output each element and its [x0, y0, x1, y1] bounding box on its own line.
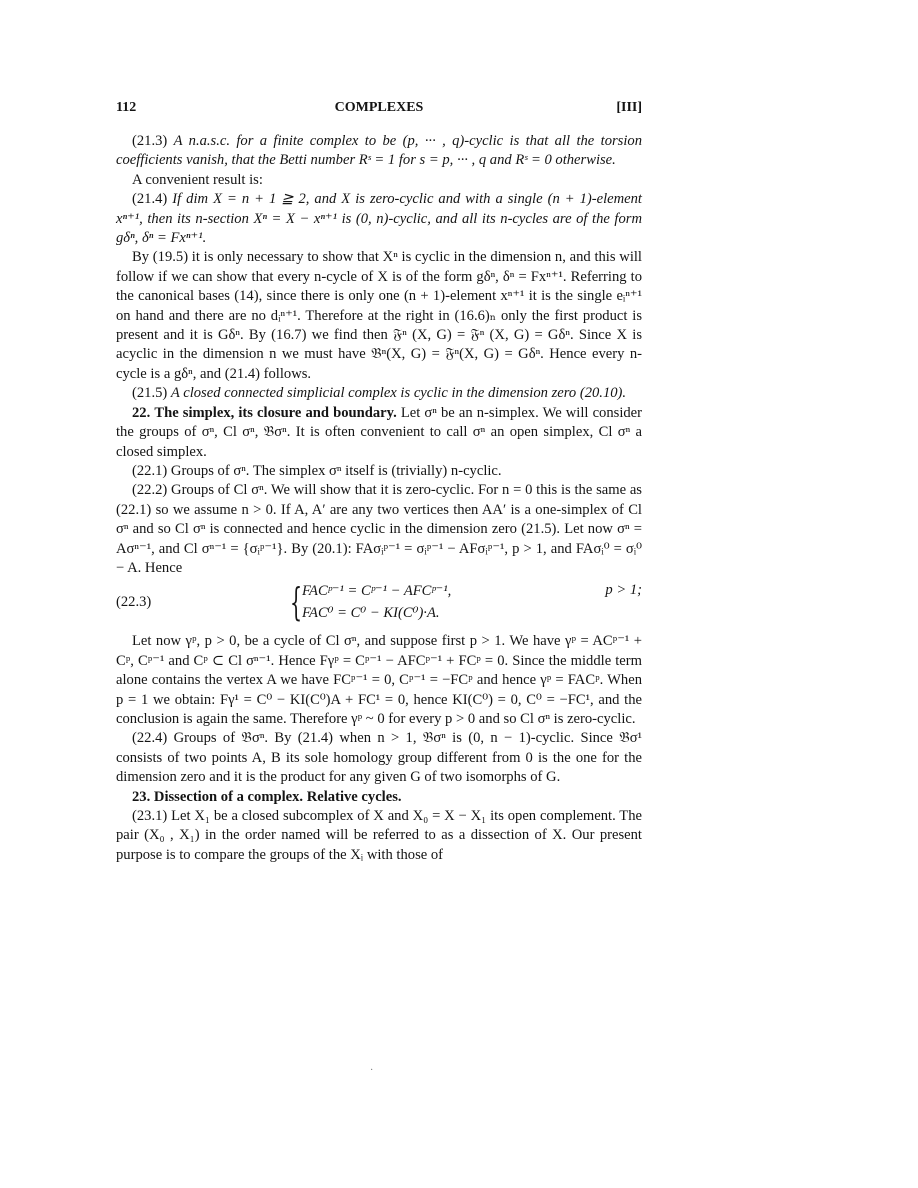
equation-line-1: FACᵖ⁻¹ = Cᵖ⁻¹ − AFCᵖ⁻¹,: [302, 583, 452, 600]
proof-paragraph: By (19.5) it is only necessary to show that Xⁿ is cyclic in the dimension n, and this will follow if we can show that every n-cycle of X is of the form gδⁿ, δⁿ = Fxⁿ⁺¹. Referring to the canonical bases (14), since there is only one (n + 1)-element xⁿ⁺¹ it is the single eᵢⁿ⁺¹ on hand and there are no dᵢⁿ⁺¹. Therefore at the right in (16.6)ₙ only the first product is present and it is Gδⁿ. By (16.7) we find then 𝔉ⁿ (X, G) = 𝔉ⁿ (X, G) = Gδⁿ. Since X is acyclic in the dimension n we must have 𝔅ⁿ(X, G) = 𝔉ⁿ(X, G) = Gδⁿ. Hence every n-cycle is a gδⁿ, and (21.4) follows.: [116, 249, 642, 382]
display-equation-22-3: [116, 582, 642, 626]
chapter-label: [III]: [616, 100, 642, 115]
theorem-text: If dim X = n + 1 ≧ 2, and X is zero-cyclic and with a single (n + 1)-element xⁿ⁺¹, then its n-section Xⁿ = X − xⁿ⁺¹ is (0, n)-cyclic, and all its n-cycles are of the form gδⁿ, δⁿ = Fxⁿ⁺¹.: [116, 191, 642, 247]
page-speck: ·: [370, 1065, 374, 1076]
section-heading: Dissection of a complex. Relative cycles.: [153, 788, 402, 805]
section-text: Let σⁿ be an n-simplex. We will consider the groups of σⁿ, Cl σⁿ, 𝔅σⁿ. It is often convenient to call σⁿ an open simplex, Cl σⁿ a closed simplex.: [116, 404, 643, 460]
section-heading: The simplex, its closure and boundary.: [154, 404, 397, 421]
section-number: 23.: [132, 788, 151, 805]
theorem-21-5: [116, 384, 642, 403]
equation-condition: p > 1;: [605, 582, 642, 599]
theorem-text: A n.a.s.c. for a finite complex to be (p, ··· , q)-cyclic is that all the torsion coefficients vanish, that the Betti number Rˢ = 1 for s = p, ··· , q and Rˢ = 0 otherwise.: [116, 133, 642, 169]
theorem-label: (21.5): [132, 385, 168, 402]
page-number: 112: [116, 100, 137, 115]
paragraph-22-2: (22.2) Groups of Cl σⁿ. We will show that it is zero-cyclic. For n = 0 this is the same as (22.1) so we assume n > 0. If A, A′ are any two vertices then AA′ is a one-simplex of Cl σⁿ and so Cl σⁿ is connected and hence cyclic in the dimension zero (21.5). Let now σⁿ = Aσⁿ⁻¹, and Cl σⁿ⁻¹ = {σᵢᵖ⁻¹}. By (20.1): FAσᵢᵖ⁻¹ = σᵢᵖ⁻¹ − AFσᵢᵖ⁻¹, p > 1, and FAσᵢ⁰ = σᵢ⁰ − A. Hence: [116, 482, 642, 576]
paragraph: A convenient result is:: [132, 171, 263, 188]
running-title: COMPLEXES: [334, 100, 424, 115]
equation-label: (22.3): [116, 594, 152, 611]
section-23: [116, 788, 642, 807]
theorem-text: A closed connected simplicial complex is cyclic in the dimension zero (20.10).: [170, 385, 627, 402]
equation-line-2: FAC⁰ = C⁰ − KI(C⁰)·A.: [302, 605, 440, 622]
proof-paragraph: Let now γᵖ, p > 0, be a cycle of Cl σⁿ, and suppose first p > 1. We have γᵖ = ACᵖ⁻¹ + Cᵖ, Cᵖ⁻¹ and Cᵖ ⊂ Cl σⁿ⁻¹. Hence Fγᵖ = Cᵖ⁻¹ − AFCᵖ⁻¹ + FCᵖ = 0. Since the middle term alone contains the vertex A we have FCᵖ⁻¹ = 0, Cᵖ⁻¹ = −FCᵖ and hence γᵖ = FACᵖ. When p = 1 we obtain: Fγ¹ = C⁰ − KI(C⁰)A + FC¹ = 0, hence KI(C⁰) = 0, C⁰ = −FC¹, and the conclusion is again the same. Therefore γᵖ ~ 0 for every p > 0 and so Cl σⁿ is zero-cyclic.: [116, 633, 642, 727]
paragraph-22-1: (22.1) Groups of σⁿ. The simplex σⁿ itself is (trivially) n-cyclic.: [132, 462, 502, 479]
theorem-21-3: [116, 132, 642, 171]
theorem-label: (21.4): [132, 191, 168, 208]
section-number: 22.: [132, 404, 151, 421]
running-header: [116, 100, 642, 120]
paragraph-23-1: (23.1) Let X₁ be a closed subcomplex of X and X₀ = X − X₁ its open complement. The pair (X₀ , X₁) in the order named will be referred to as a dissection of X. Our present purpose is to compare the groups of the Xᵢ with those of: [116, 808, 642, 863]
theorem-label: (21.3): [132, 133, 168, 149]
section-22: [116, 404, 642, 462]
paragraph-22-4: (22.4) Groups of 𝔅σⁿ. By (21.4) when n > 1, 𝔅σⁿ is (0, n − 1)-cyclic. Since 𝔅σ¹ consists of two points A, B its sole homology group different from 0 is the one for the dimension zero and it is the product for any given G of two isomorphs of G.: [116, 730, 642, 786]
book-page: [116, 100, 642, 865]
left-brace: {: [290, 580, 303, 625]
theorem-21-4: [116, 190, 642, 248]
